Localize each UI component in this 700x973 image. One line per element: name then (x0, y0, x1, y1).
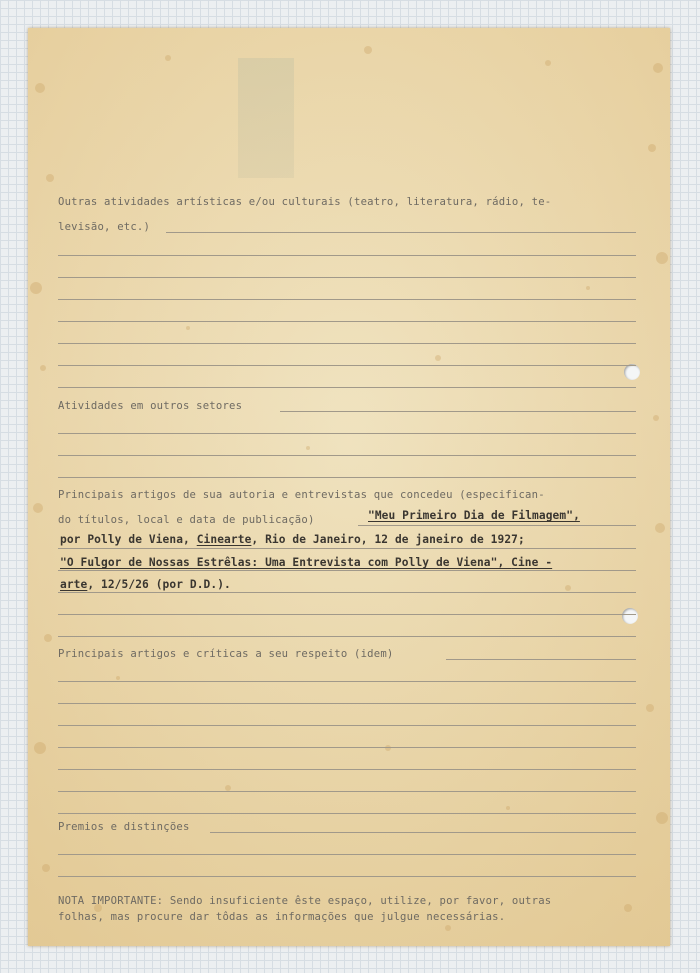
outras-atividades-label-cont: levisão, etc.) (58, 221, 151, 233)
article-title-1: "Meu Primeiro Dia de Filmagem", (368, 509, 580, 522)
typed-entry-line-4 (60, 578, 231, 592)
publication-name: Cine - (511, 556, 553, 569)
answer-line (58, 636, 636, 637)
punch-hole (622, 608, 638, 624)
answer-line (446, 659, 636, 660)
answer-line (166, 232, 636, 233)
answer-line (58, 725, 636, 726)
answer-line (58, 321, 636, 322)
answer-line (58, 747, 636, 748)
faded-stamp (238, 58, 294, 178)
article-title-2: "O Fulgor de Nossas Estrêlas: Uma Entrevista com Polly de Viena", (60, 556, 512, 569)
answer-line (58, 299, 636, 300)
answer-line (58, 813, 636, 814)
punch-hole (624, 364, 640, 380)
atividades-outros-setores-label: Atividades em outros setores (58, 400, 243, 412)
typed-entry-line-2 (60, 533, 525, 547)
answer-line (58, 570, 636, 571)
publication-name: Cinearte (196, 533, 252, 546)
answer-line (58, 277, 636, 278)
typed-text: , 12/5/26 (por D.D.). (87, 578, 231, 591)
premios-label: Premios e distinções (58, 821, 190, 833)
typed-text: , Rio de Janeiro, 12 de janeiro de 1927; (251, 533, 525, 546)
answer-line (58, 614, 636, 615)
nota-importante-cont: folhas, mas procure dar tôdas as informações que julgue necessárias. (58, 911, 506, 923)
answer-line (58, 387, 636, 388)
answer-line (58, 876, 636, 877)
answer-line (58, 255, 636, 256)
answer-line (58, 769, 636, 770)
answer-line (58, 455, 636, 456)
answer-line (210, 832, 636, 833)
answer-line (58, 592, 636, 593)
principais-artigos-label-cont: do títulos, local e data de publicação) (58, 514, 315, 526)
answer-line (58, 548, 636, 549)
typed-entry-line-3 (60, 556, 552, 570)
answer-line (280, 411, 636, 412)
principais-artigos-label: Principais artigos de sua autoria e entrevistas que concedeu (especifican- (58, 489, 545, 501)
answer-line (58, 854, 636, 855)
foxing-stains (28, 28, 670, 946)
outras-atividades-label: Outras atividades artísticas e/ou culturais (teatro, literatura, rádio, te- (58, 196, 552, 208)
typed-text: por Polly de Viena, (60, 533, 197, 546)
criticas-label: Principais artigos e críticas a seu respeito (idem) (58, 648, 394, 660)
form-sheet (28, 28, 670, 946)
nota-importante: NOTA IMPORTANTE: Sendo insuficiente êste espaço, utilize, por favor, outras (58, 895, 552, 907)
answer-line (58, 477, 636, 478)
publication-name: arte (60, 578, 88, 591)
answer-line (58, 791, 636, 792)
answer-line (58, 703, 636, 704)
answer-line (358, 525, 636, 526)
answer-line (58, 343, 636, 344)
answer-line (58, 365, 636, 366)
typed-entry-line-1 (368, 509, 580, 523)
answer-line (58, 433, 636, 434)
answer-line (58, 681, 636, 682)
